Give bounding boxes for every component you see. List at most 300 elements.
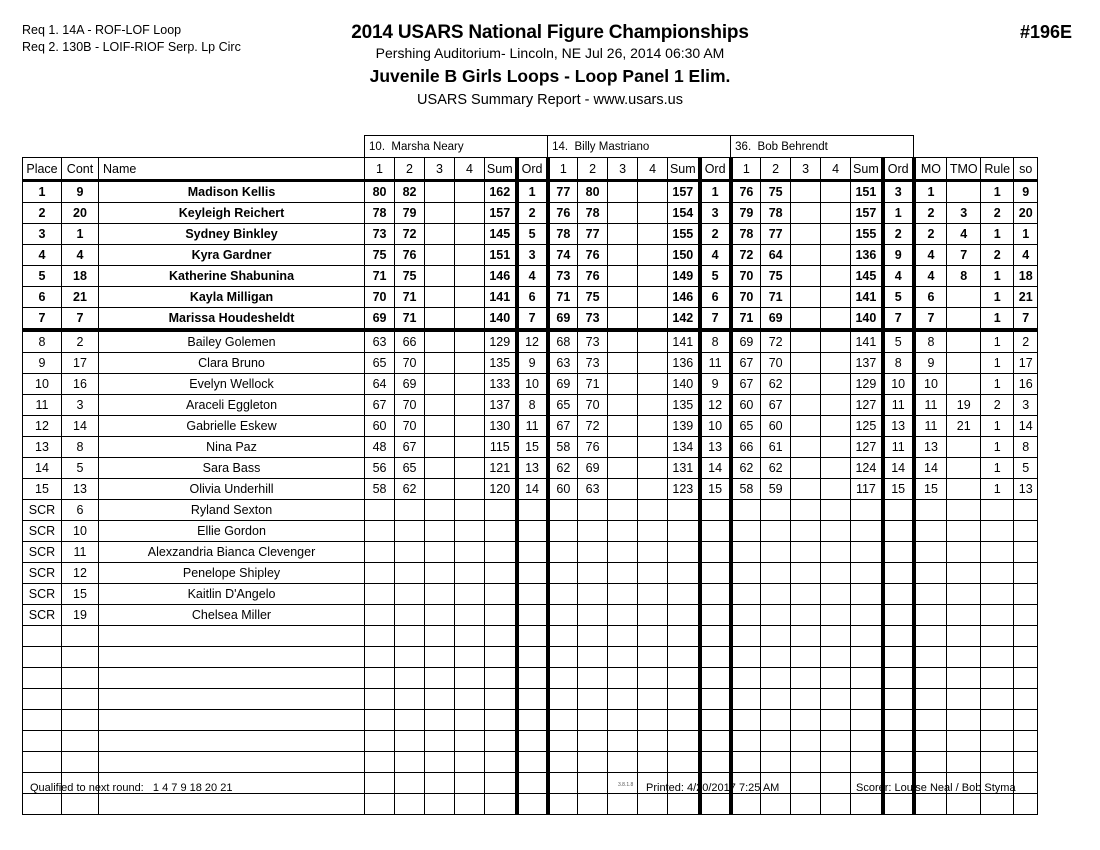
cell-j3-sum [851,605,883,626]
cell-empty [821,731,851,752]
cell-rule [981,563,1014,584]
cell-j2-sum: 146 [668,287,700,308]
judge-header-1 [365,136,548,158]
cell-empty [947,731,981,752]
cell-j3-fig4 [821,605,851,626]
cell-j3-fig3 [791,181,821,203]
cell-j1-fig4 [455,500,485,521]
cell-j2-fig2 [578,605,608,626]
cell-j3-sum [851,542,883,563]
cell-j1-ord: 7 [517,308,548,331]
cell-j1-ord [517,542,548,563]
cell-j1-fig2: 70 [395,353,425,374]
cell-j2-fig1: 69 [548,308,578,331]
cell-skater-name: Sara Bass [99,458,365,479]
cell-empty [425,626,455,647]
cell-j2-ord: 6 [700,287,731,308]
cell-empty [455,731,485,752]
cell-j1-fig2: 82 [395,181,425,203]
cell-j1-fig3 [425,245,455,266]
cell-j1-fig2: 79 [395,203,425,224]
table-row-empty[interactable] [23,647,1038,668]
cell-j3-fig1: 60 [731,395,761,416]
cell-skater-name: Chelsea Miller [99,605,365,626]
cell-j1-fig4 [455,245,485,266]
cell-j2-fig4 [638,224,668,245]
table-row[interactable] [23,203,1038,224]
cell-j1-fig3 [425,458,455,479]
cell-empty [731,710,761,731]
cell-empty [455,668,485,689]
table-row[interactable] [23,330,1038,353]
cell-j3-fig4 [821,563,851,584]
cell-empty [914,668,947,689]
cell-j2-fig4 [638,458,668,479]
cell-empty [608,668,638,689]
table-row[interactable] [23,181,1038,203]
cell-j2-fig4 [638,605,668,626]
cell-j2-ord: 15 [700,479,731,500]
judge-header-2 [548,136,731,158]
cell-so: 14 [1014,416,1038,437]
cell-j3-sum: 141 [851,330,883,353]
cell-j1-fig1: 48 [365,437,395,458]
cell-j3-fig3 [791,266,821,287]
cell-empty [1014,668,1038,689]
table-row-empty[interactable] [23,668,1038,689]
cell-cont: 9 [62,181,99,203]
cell-mo: 13 [914,437,947,458]
cell-j2-fig2: 63 [578,479,608,500]
cell-mo [914,500,947,521]
table-row-empty[interactable] [23,689,1038,710]
cell-j2-fig4 [638,563,668,584]
cell-empty [851,710,883,731]
cell-empty [638,731,668,752]
cell-j3-fig4 [821,437,851,458]
cell-j2-ord: 4 [700,245,731,266]
table-row-empty[interactable] [23,710,1038,731]
cell-rule: 1 [981,224,1014,245]
cell-j1-sum [485,542,517,563]
cell-j3-ord [883,563,914,584]
cell-empty [914,710,947,731]
cell-cont: 13 [62,479,99,500]
cell-j2-sum: 134 [668,437,700,458]
cell-j3-sum: 127 [851,395,883,416]
cell-empty [485,710,517,731]
cell-j3-ord: 10 [883,374,914,395]
cell-empty [578,689,608,710]
column-header-row [23,158,1038,181]
cell-empty [883,626,914,647]
cell-j1-fig2 [395,542,425,563]
software-version: 3.8.1.8 [618,782,634,788]
scorer-names: Scorer: Louise Neal / Bob Styma [856,782,1016,794]
header-j1-fig4: 4 [455,158,485,181]
cell-empty [365,668,395,689]
cell-j2-fig3 [608,521,638,542]
table-row[interactable] [23,245,1038,266]
cell-tmo [947,437,981,458]
results-table-body [23,136,1038,815]
judge-number-2: 14. [552,140,569,153]
table-row-empty[interactable] [23,752,1038,773]
cell-j3-fig4 [821,245,851,266]
judge-name-3: Bob Behrendt [757,140,828,153]
cell-j2-fig1: 77 [548,181,578,203]
cell-j3-fig2: 72 [761,330,791,353]
cell-j1-fig2: 71 [395,308,425,331]
cell-place: 14 [23,458,62,479]
cell-cont: 18 [62,266,99,287]
cell-j1-fig2 [395,563,425,584]
cell-j1-fig1: 60 [365,416,395,437]
table-row[interactable] [23,521,1038,542]
cell-empty [638,647,668,668]
cell-so [1014,521,1038,542]
cell-j3-fig2 [761,542,791,563]
cell-mo: 9 [914,353,947,374]
cell-skater-name: Ellie Gordon [99,521,365,542]
table-row-empty[interactable] [23,626,1038,647]
cell-empty [578,710,608,731]
cell-j1-fig3 [425,330,455,353]
cell-mo: 7 [914,308,947,331]
cell-j3-fig2: 62 [761,374,791,395]
event-number: #196E [1019,22,1072,42]
cell-j3-sum [851,584,883,605]
table-row[interactable] [23,374,1038,395]
cell-empty [981,689,1014,710]
cell-empty [761,710,791,731]
cell-j2-fig2: 77 [578,224,608,245]
cell-empty [99,647,365,668]
cell-skater-name: Sydney Binkley [99,224,365,245]
cell-j2-sum [668,563,700,584]
cell-empty [947,626,981,647]
cell-j3-fig2 [761,605,791,626]
results-table [22,135,1038,815]
cell-j1-fig3 [425,479,455,500]
cell-j1-sum: 115 [485,437,517,458]
cell-mo: 1 [914,181,947,203]
cell-j1-fig3 [425,521,455,542]
cell-empty [821,752,851,773]
cell-j3-fig1: 67 [731,353,761,374]
cell-empty [395,731,425,752]
cell-j2-fig3 [608,203,638,224]
cell-place: 13 [23,437,62,458]
cell-j1-fig4 [455,308,485,331]
cell-empty [99,752,365,773]
cell-empty [395,752,425,773]
cell-empty [395,710,425,731]
table-row[interactable] [23,224,1038,245]
cell-j2-ord [700,584,731,605]
cell-j1-fig4 [455,374,485,395]
cell-j1-ord [517,500,548,521]
cell-j1-fig3 [425,374,455,395]
cell-j3-fig2: 77 [761,224,791,245]
cell-j3-fig1: 72 [731,245,761,266]
table-row[interactable] [23,458,1038,479]
cell-j3-fig1: 78 [731,224,761,245]
cell-empty [23,689,62,710]
cell-empty [455,710,485,731]
cell-cont: 19 [62,605,99,626]
cell-j1-sum: 129 [485,330,517,353]
cell-empty [1014,710,1038,731]
cell-j1-fig3 [425,584,455,605]
cell-j1-fig3 [425,542,455,563]
cell-j2-fig4 [638,245,668,266]
cell-empty [548,626,578,647]
cell-empty [638,689,668,710]
cell-j3-sum: 117 [851,479,883,500]
cell-empty [821,668,851,689]
table-row-empty[interactable] [23,731,1038,752]
cell-empty [365,710,395,731]
cell-j3-sum: 124 [851,458,883,479]
cell-empty [485,668,517,689]
cell-place: 11 [23,395,62,416]
cell-place: SCR [23,521,62,542]
cell-j3-fig2: 71 [761,287,791,308]
cell-j2-fig2 [578,521,608,542]
cell-j1-fig3 [425,181,455,203]
cell-empty [395,668,425,689]
table-row[interactable] [23,479,1038,500]
cell-rule [981,542,1014,563]
table-row[interactable] [23,542,1038,563]
cell-j2-fig4 [638,395,668,416]
cell-j1-ord: 1 [517,181,548,203]
cell-empty [821,689,851,710]
cell-j2-fig2: 80 [578,181,608,203]
cell-j2-fig4 [638,266,668,287]
cell-tmo [947,374,981,395]
table-row[interactable] [23,266,1038,287]
cell-so: 1 [1014,224,1038,245]
cell-j1-fig2: 69 [395,374,425,395]
cell-j1-fig3 [425,416,455,437]
table-row[interactable] [23,353,1038,374]
cell-j3-sum: 125 [851,416,883,437]
cell-j1-ord [517,563,548,584]
cell-j3-fig4 [821,395,851,416]
cell-empty [23,752,62,773]
table-row[interactable] [23,416,1038,437]
cell-j1-sum: 146 [485,266,517,287]
cell-place: SCR [23,542,62,563]
cell-empty [883,668,914,689]
cell-j1-sum [485,521,517,542]
cell-j1-fig4 [455,266,485,287]
cell-j3-ord: 11 [883,437,914,458]
cell-j2-fig2: 76 [578,245,608,266]
cell-so: 18 [1014,266,1038,287]
cell-so: 21 [1014,287,1038,308]
cell-j3-fig4 [821,479,851,500]
cell-j2-fig2: 78 [578,203,608,224]
header-j2-fig4: 4 [638,158,668,181]
cell-j3-fig1 [731,521,761,542]
cell-empty [731,647,761,668]
cell-j1-ord [517,605,548,626]
cell-mo: 14 [914,458,947,479]
table-row[interactable] [23,287,1038,308]
cell-j3-fig2: 75 [761,181,791,203]
cell-j1-fig3 [425,203,455,224]
cell-j2-fig3 [608,181,638,203]
cell-skater-name: Alexzandria Bianca Clevenger [99,542,365,563]
cell-empty [821,647,851,668]
cell-j1-fig3 [425,308,455,331]
cell-j2-fig1: 76 [548,203,578,224]
cell-j2-fig4 [638,308,668,331]
cell-cont: 3 [62,395,99,416]
cell-empty [947,752,981,773]
cell-j3-fig2: 59 [761,479,791,500]
cell-empty [821,626,851,647]
qualified-note [30,782,232,794]
cell-j2-sum: 149 [668,266,700,287]
cell-j1-fig4 [455,521,485,542]
cell-empty [981,668,1014,689]
cell-empty [791,668,821,689]
cell-j1-fig4 [455,287,485,308]
table-row[interactable] [23,308,1038,331]
cell-j1-fig3 [425,395,455,416]
cell-empty [700,710,731,731]
cell-j2-sum [668,605,700,626]
cell-j3-fig4 [821,500,851,521]
cell-j2-fig1 [548,584,578,605]
cell-j1-sum: 135 [485,353,517,374]
cell-empty [365,626,395,647]
cell-j3-sum [851,500,883,521]
cell-j3-ord: 3 [883,181,914,203]
cell-j3-ord: 13 [883,416,914,437]
cell-empty [99,710,365,731]
cell-j1-sum: 130 [485,416,517,437]
cell-empty [731,689,761,710]
cell-j2-sum: 157 [668,181,700,203]
cell-j1-sum: 133 [485,374,517,395]
cell-empty [851,731,883,752]
cell-empty [62,647,99,668]
cell-empty [425,689,455,710]
cell-place: 4 [23,245,62,266]
cell-tmo [947,584,981,605]
cell-empty [821,710,851,731]
cell-tmo [947,605,981,626]
table-row[interactable] [23,563,1038,584]
cell-j1-fig1 [365,584,395,605]
competition-title: 2014 USARS National Figure Championships [351,22,749,43]
cell-empty [791,689,821,710]
cell-empty [425,668,455,689]
cell-j1-fig1: 67 [365,395,395,416]
cell-mo [914,563,947,584]
cell-mo: 2 [914,224,947,245]
table-row[interactable] [23,605,1038,626]
cell-skater-name: Clara Bruno [99,353,365,374]
cell-cont: 14 [62,416,99,437]
cell-j1-fig1: 73 [365,224,395,245]
cell-j3-sum: 155 [851,224,883,245]
header-mo: MO [914,158,947,181]
cell-j3-sum: 129 [851,374,883,395]
cell-j2-sum: 139 [668,416,700,437]
cell-j3-ord: 4 [883,266,914,287]
cell-j1-fig1 [365,542,395,563]
cell-so: 8 [1014,437,1038,458]
cell-j1-ord [517,521,548,542]
cell-skater-name: Araceli Eggleton [99,395,365,416]
cell-rule: 1 [981,479,1014,500]
cell-j3-ord: 1 [883,203,914,224]
cell-cont: 11 [62,542,99,563]
cell-j1-ord: 8 [517,395,548,416]
cell-j2-ord: 3 [700,203,731,224]
cell-j2-sum [668,500,700,521]
cell-j1-sum: 141 [485,287,517,308]
cell-place: 3 [23,224,62,245]
table-row[interactable] [23,437,1038,458]
cell-skater-name: Nina Paz [99,437,365,458]
header-cont: Cont [62,158,99,181]
cell-empty [731,668,761,689]
cell-j2-ord: 9 [700,374,731,395]
cell-j1-fig2: 62 [395,479,425,500]
cell-j1-fig4 [455,181,485,203]
cell-j1-fig3 [425,500,455,521]
cell-empty [23,668,62,689]
cell-j3-fig2: 67 [761,395,791,416]
table-row[interactable] [23,395,1038,416]
cell-skater-name: Gabrielle Eskew [99,416,365,437]
cell-rule [981,500,1014,521]
cell-empty [485,689,517,710]
cell-j3-fig2 [761,584,791,605]
cell-cont: 16 [62,374,99,395]
cell-tmo: 21 [947,416,981,437]
cell-empty [578,626,608,647]
cell-j2-fig4 [638,287,668,308]
cell-place: 9 [23,353,62,374]
cell-empty [668,731,700,752]
cell-empty [947,668,981,689]
cell-j3-ord: 8 [883,353,914,374]
cell-empty [731,731,761,752]
cell-place: SCR [23,500,62,521]
cell-rule: 2 [981,245,1014,266]
cell-j2-fig3 [608,500,638,521]
table-row[interactable] [23,584,1038,605]
cell-empty [548,752,578,773]
cell-j2-fig4 [638,374,668,395]
event-title: Juvenile B Girls Loops - Loop Panel 1 Elim. [369,66,731,86]
cell-empty [455,626,485,647]
cell-empty [455,689,485,710]
cell-empty [517,752,548,773]
table-row[interactable] [23,500,1038,521]
cell-j2-fig2: 76 [578,266,608,287]
cell-empty [99,689,365,710]
cell-mo [914,542,947,563]
